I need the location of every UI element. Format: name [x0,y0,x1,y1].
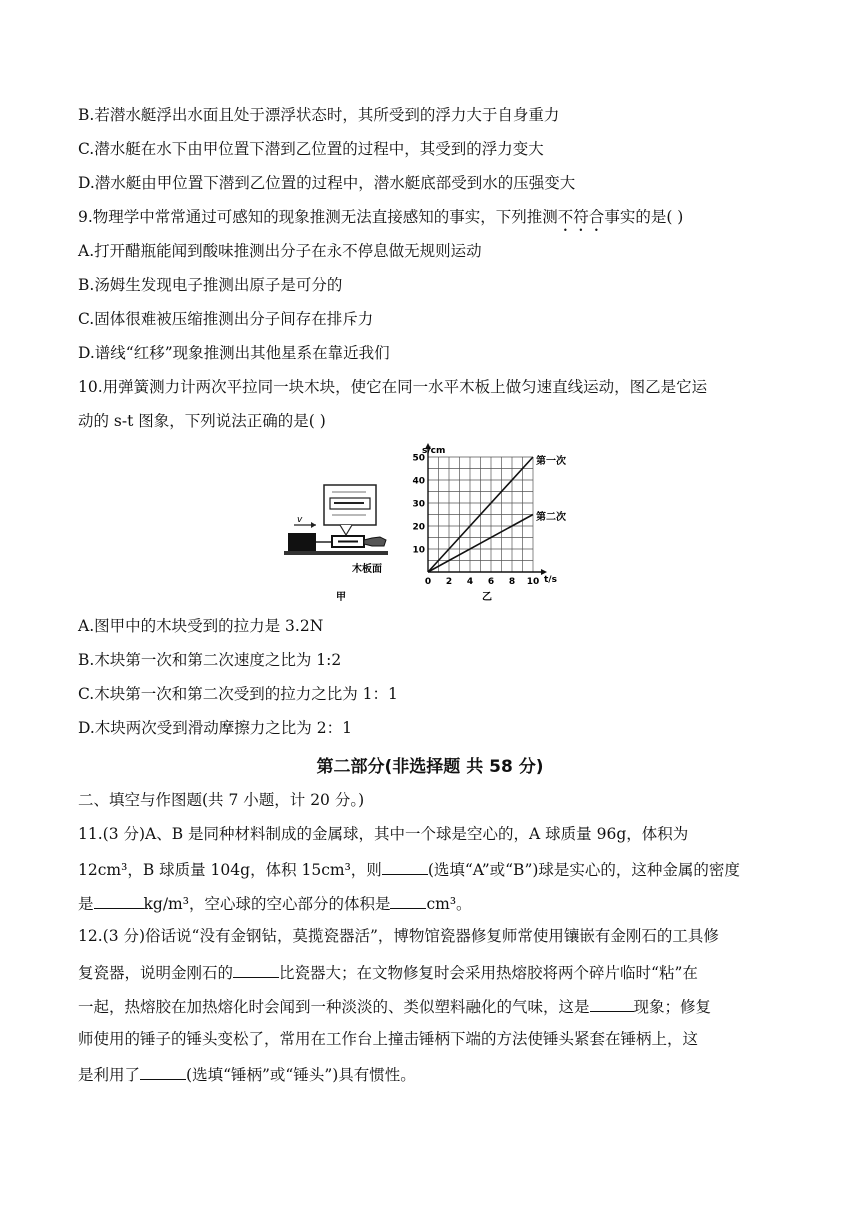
q10-option-b: B.木块第一次和第二次速度之比为 1:2 [78,651,342,669]
q9-option-c: C.固体很难被压缩推测出分子间存在排斥力 [78,310,374,328]
q12-blank-1[interactable] [233,961,279,978]
board-label: 木板面 [352,564,382,575]
part2-title: 第二部分(非选择题 共 58 分) [316,757,544,777]
q12-line3-text: 一起，热熔胶在加热熔化时会闻到一种淡淡的、类似塑料融化的气味，这是 [78,998,590,1016]
q9-stem-tail: 事实的是( ) [604,208,684,226]
q11-blank-2[interactable] [94,892,144,909]
q11-line3-mid: kg/m³，空心球的空心部分的体积是 [143,895,391,913]
y-tick-label: 10 [412,545,425,556]
figure-yi-st-chart [398,440,593,605]
q12-line5-text: 是利用了 [78,1066,141,1084]
hand-icon [364,537,386,546]
velocity-label: v [297,515,303,525]
q9-stem [78,207,683,235]
y-tick-label: 50 [412,453,425,464]
q8-option-b: B.若潜水艇浮出水面且处于漂浮状态时，其所受到的浮力大于自身重力 [78,106,560,124]
q8-option-c: C.潜水艇在水下由甲位置下潜到乙位置的过程中，其受到的浮力变大 [78,140,544,158]
q11-line1: 11.(3 分)A、B 是同种材料制成的金属球，其中一个球是空心的，A 球质量 96g，体积为 [78,825,689,843]
q9-option-a: A.打开醋瓶能闻到酸味推测出分子在永不停息做无规则运动 [78,242,482,260]
y-tick-label: 30 [412,499,425,510]
x-tick-label: 2 [445,577,453,587]
q11-line3-text: 是 [78,895,94,913]
y-tick-label: 40 [412,476,425,487]
q9-option-b: B.汤姆生发现电子推测出原子是可分的 [78,276,343,294]
q12-line2-text: 复瓷器，说明金刚石的 [78,964,234,982]
q12-line5 [78,1063,416,1085]
y-tick-label: 20 [412,522,425,533]
x-tick-label: 8 [508,577,516,587]
q12-blank-2[interactable] [590,995,634,1012]
q11-line2 [78,858,740,880]
q11-line2-text: 12cm³，B 球质量 104g，体积 15cm³，则 [78,861,382,879]
q11-line2-tail: (选填“A”或“B”)球是实心的，这种金属的密度 [427,861,740,879]
q12-line1: 12.(3 分)俗话说“没有金钢钻，莫揽瓷器活”，博物馆瓷器修复师常使用镶嵌有金刚石的工具修 [78,927,719,945]
q11-line3 [78,892,472,914]
q12-line3-tail: 现象；修复 [633,998,712,1016]
q10-option-a: A.图甲中的木块受到的拉力是 3.2N [78,617,324,635]
series-second-label: 第二次 [536,512,566,523]
figure-jia [280,480,392,605]
velocity-arrowhead [311,522,316,528]
q8-option-d: D.潜水艇由甲位置下潜到乙位置的过程中，潜水艇底部受到水的压强变大 [78,174,576,192]
wood-board [284,551,388,555]
q12-blank-3[interactable] [140,1063,186,1080]
x-tick-label: 6 [487,577,495,587]
x-tick-label: 0 [424,577,432,587]
x-tick-label: 10 [526,577,540,587]
q9-stem-emphasis: 不符合 [557,208,605,226]
y-axis-label: s/cm [422,446,446,456]
q10-option-c: C.木块第一次和第二次受到的拉力之比为 1：1 [78,685,398,703]
q9-stem-text: 9.物理学中常常通过可感知的现象推测无法直接感知的事实，下列推测 [78,208,558,226]
q11-line3-tail: cm³。 [426,895,472,913]
callout-pointer [340,525,352,535]
section-heading: 二、填空与作图题(共 7 小题，计 20 分。) [78,791,365,809]
q10-stem-line2: 动的 s-t 图象，下列说法正确的是( ) [78,412,326,430]
x-axis-label: t/s [544,575,557,585]
q9-option-d: D.谱线“红移”现象推测出其他星系在靠近我们 [78,344,390,362]
q12-line4: 师使用的锤子的锤头变松了，常用在工作台上撞击锤柄下端的方法使锤头紧套在锤柄上，这 [78,1030,699,1048]
q10-stem-line1: 10.用弹簧测力计两次平拉同一块木块，使它在同一水平木板上做匀速直线运动，图乙是它运 [78,378,708,396]
wood-block [288,533,316,551]
x-tick-label: 4 [466,577,474,587]
q12-line2 [78,961,698,983]
q12-line2-tail: 比瓷器大；在文物修复时会采用热熔胶将两个碎片临时“粘”在 [279,964,698,982]
figure-yi-caption: 乙 [482,592,492,603]
q12-line5-tail: (选填“锤柄”或“锤头”)具有惯性。 [186,1066,416,1084]
q10-option-d: D.木块两次受到滑动摩擦力之比为 2：1 [78,719,352,737]
figure-jia-caption: 甲 [336,592,346,603]
q11-blank-3[interactable] [390,892,426,909]
q11-blank-1[interactable] [382,858,428,875]
q12-line3 [78,995,711,1017]
series-first-label: 第一次 [536,456,566,467]
